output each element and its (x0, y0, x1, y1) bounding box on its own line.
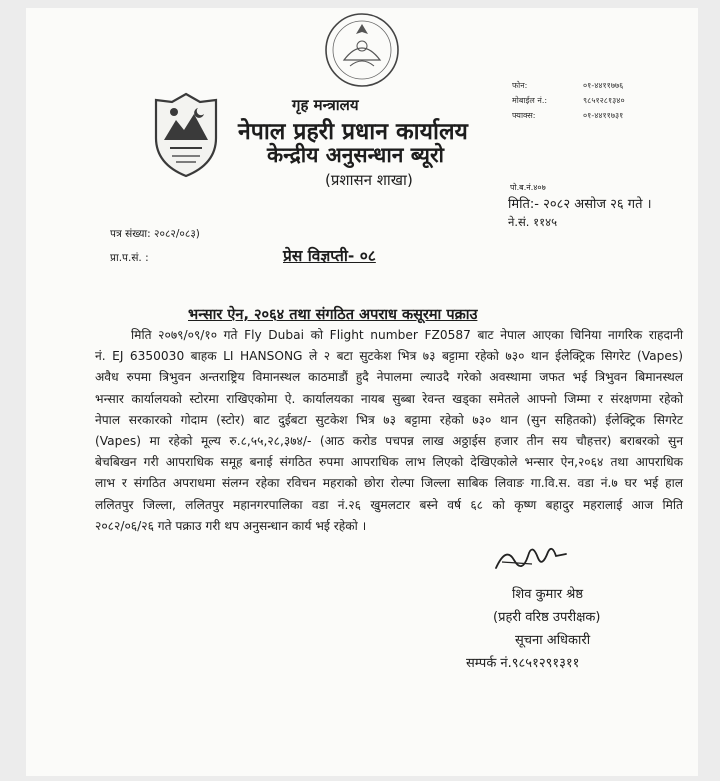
body-line: २०८२/०६/२६ गते पक्राउ गरी थप अनुसन्धान कार्य भई रहेको । (95, 518, 367, 533)
body-line: नेपाल सरकारको गोदाम (स्टोर) बाट दुईबटा सुटकेश भित्र ७३ बट्टामा रहेको ७३० थान (सुन सहितको) ईलेक्ट्रिक सिगरेट (95, 412, 683, 427)
body-line: अवैध रुपमा त्रिभुवन अन्तराष्ट्रिय विमानस्थल काठमाडौं हुदै नेपालमा ल्याउदै गरेको अवस्थामा जफत भई त्रिभुवन बिमानस्थल (95, 370, 683, 385)
body-line: मिति २०७९/०९/१० गते Fly Dubai को Flight number FZ0587 बाट नेपाल आएका चिनिया नागरिक राहदानी (131, 328, 683, 342)
signatory-contact: सम्पर्क नं.९८५१२९१३११ (466, 656, 580, 671)
office-name: नेपाल प्रहरी प्रधान कार्यालय (238, 119, 468, 145)
headline: भन्सार ऐन, २०६४ तथा संगठित अपराध कसूरमा पक्राउ (188, 307, 478, 323)
press-release-title: प्रेस विज्ञप्ती- ०८ (283, 247, 376, 265)
body-line: (Vapes) मा रहेको मूल्य रु.८,५५,२८,३७४/- (आठ करोड पचपन्न लाख अठ्ठाईस हजार तीन सय चौहत्तर) बराबरको सुन (95, 434, 683, 449)
po-box-reference: पो.ब.नं.४०७ (510, 183, 546, 192)
issue-date: मिति:- २०८२ असोज २६ गते । (508, 197, 652, 212)
branch-name: (प्रशासन शाखा) (325, 171, 413, 189)
press-release-body (95, 325, 683, 537)
signatory-name: शिव कुमार श्रेष्ठ (512, 587, 584, 602)
body-line: लाभ र संगठित अपराधमा संलग्न रहेका रविचन महराको छोरा रोल्पा जिल्ला साबिक लिवाङ गा.वि.स. वडा नं.७ घर भई हाल (95, 476, 683, 491)
nepal-government-emblem-icon (322, 10, 402, 90)
letter-number: पत्र संख्या: २०८२/०८३) (110, 228, 200, 240)
contact-label-mobile: मोबाईल नं.: (512, 96, 548, 105)
contact-value-mobile: ९८५१२८१३४० (583, 96, 625, 105)
contact-label-fax: फ्याक्स: (512, 111, 536, 120)
nepal-samvat-date: ने.सं. ११४५ (508, 215, 558, 229)
contact-value-phone: ०१-४४११७७६ (583, 81, 624, 90)
body-line: ललितपुर जिल्ला, ललितपुर महानगरपालिका वडा नं.२६ खुमलटार बस्ने वर्ष ६८ को कृष्ण बहादुर महरालाई आज मिति (95, 497, 683, 512)
signatory-title: सूचना अधिकारी (515, 633, 591, 648)
contact-label-phone: फोन: (512, 81, 528, 90)
ministry-name: गृह मन्त्रालय (292, 96, 359, 114)
signatory-rank: (प्रहरी वरिष्ठ उपरीक्षक) (493, 610, 601, 625)
prapasa-number: प्रा.प.सं. : (110, 252, 149, 264)
bureau-name: केन्द्रीय अनुसन्धान ब्यूरो (267, 143, 444, 167)
body-line: नं. EJ 6350030 बाहक LI HANSONG ले २ बटा सुटकेश भित्र ७३ बट्टामा रहेको ७३० थान ईलेक्ट्रिक सिगरेट (Vapes) (95, 349, 683, 364)
nepal-police-logo-icon (150, 92, 222, 178)
body-line: बेचबिखन गरी आपराधिक समूह बनाई संगठित रुपमा आपराधिक लाभ लिएको देखिएकोले भन्सार ऐन,२०६४ तथा आपराधिक (95, 455, 683, 470)
signature-icon (492, 538, 570, 578)
contact-value-fax: ०१-४४११७३१ (583, 111, 624, 120)
body-line: भन्सार कार्यालयको स्टोरमा राखिएकोमा ऐ. कार्यालयका नायब सुब्बा रेवन्त खड्का समेतले आफ्नो जिम्मा र संरक्षणमा रहेको (95, 391, 683, 406)
